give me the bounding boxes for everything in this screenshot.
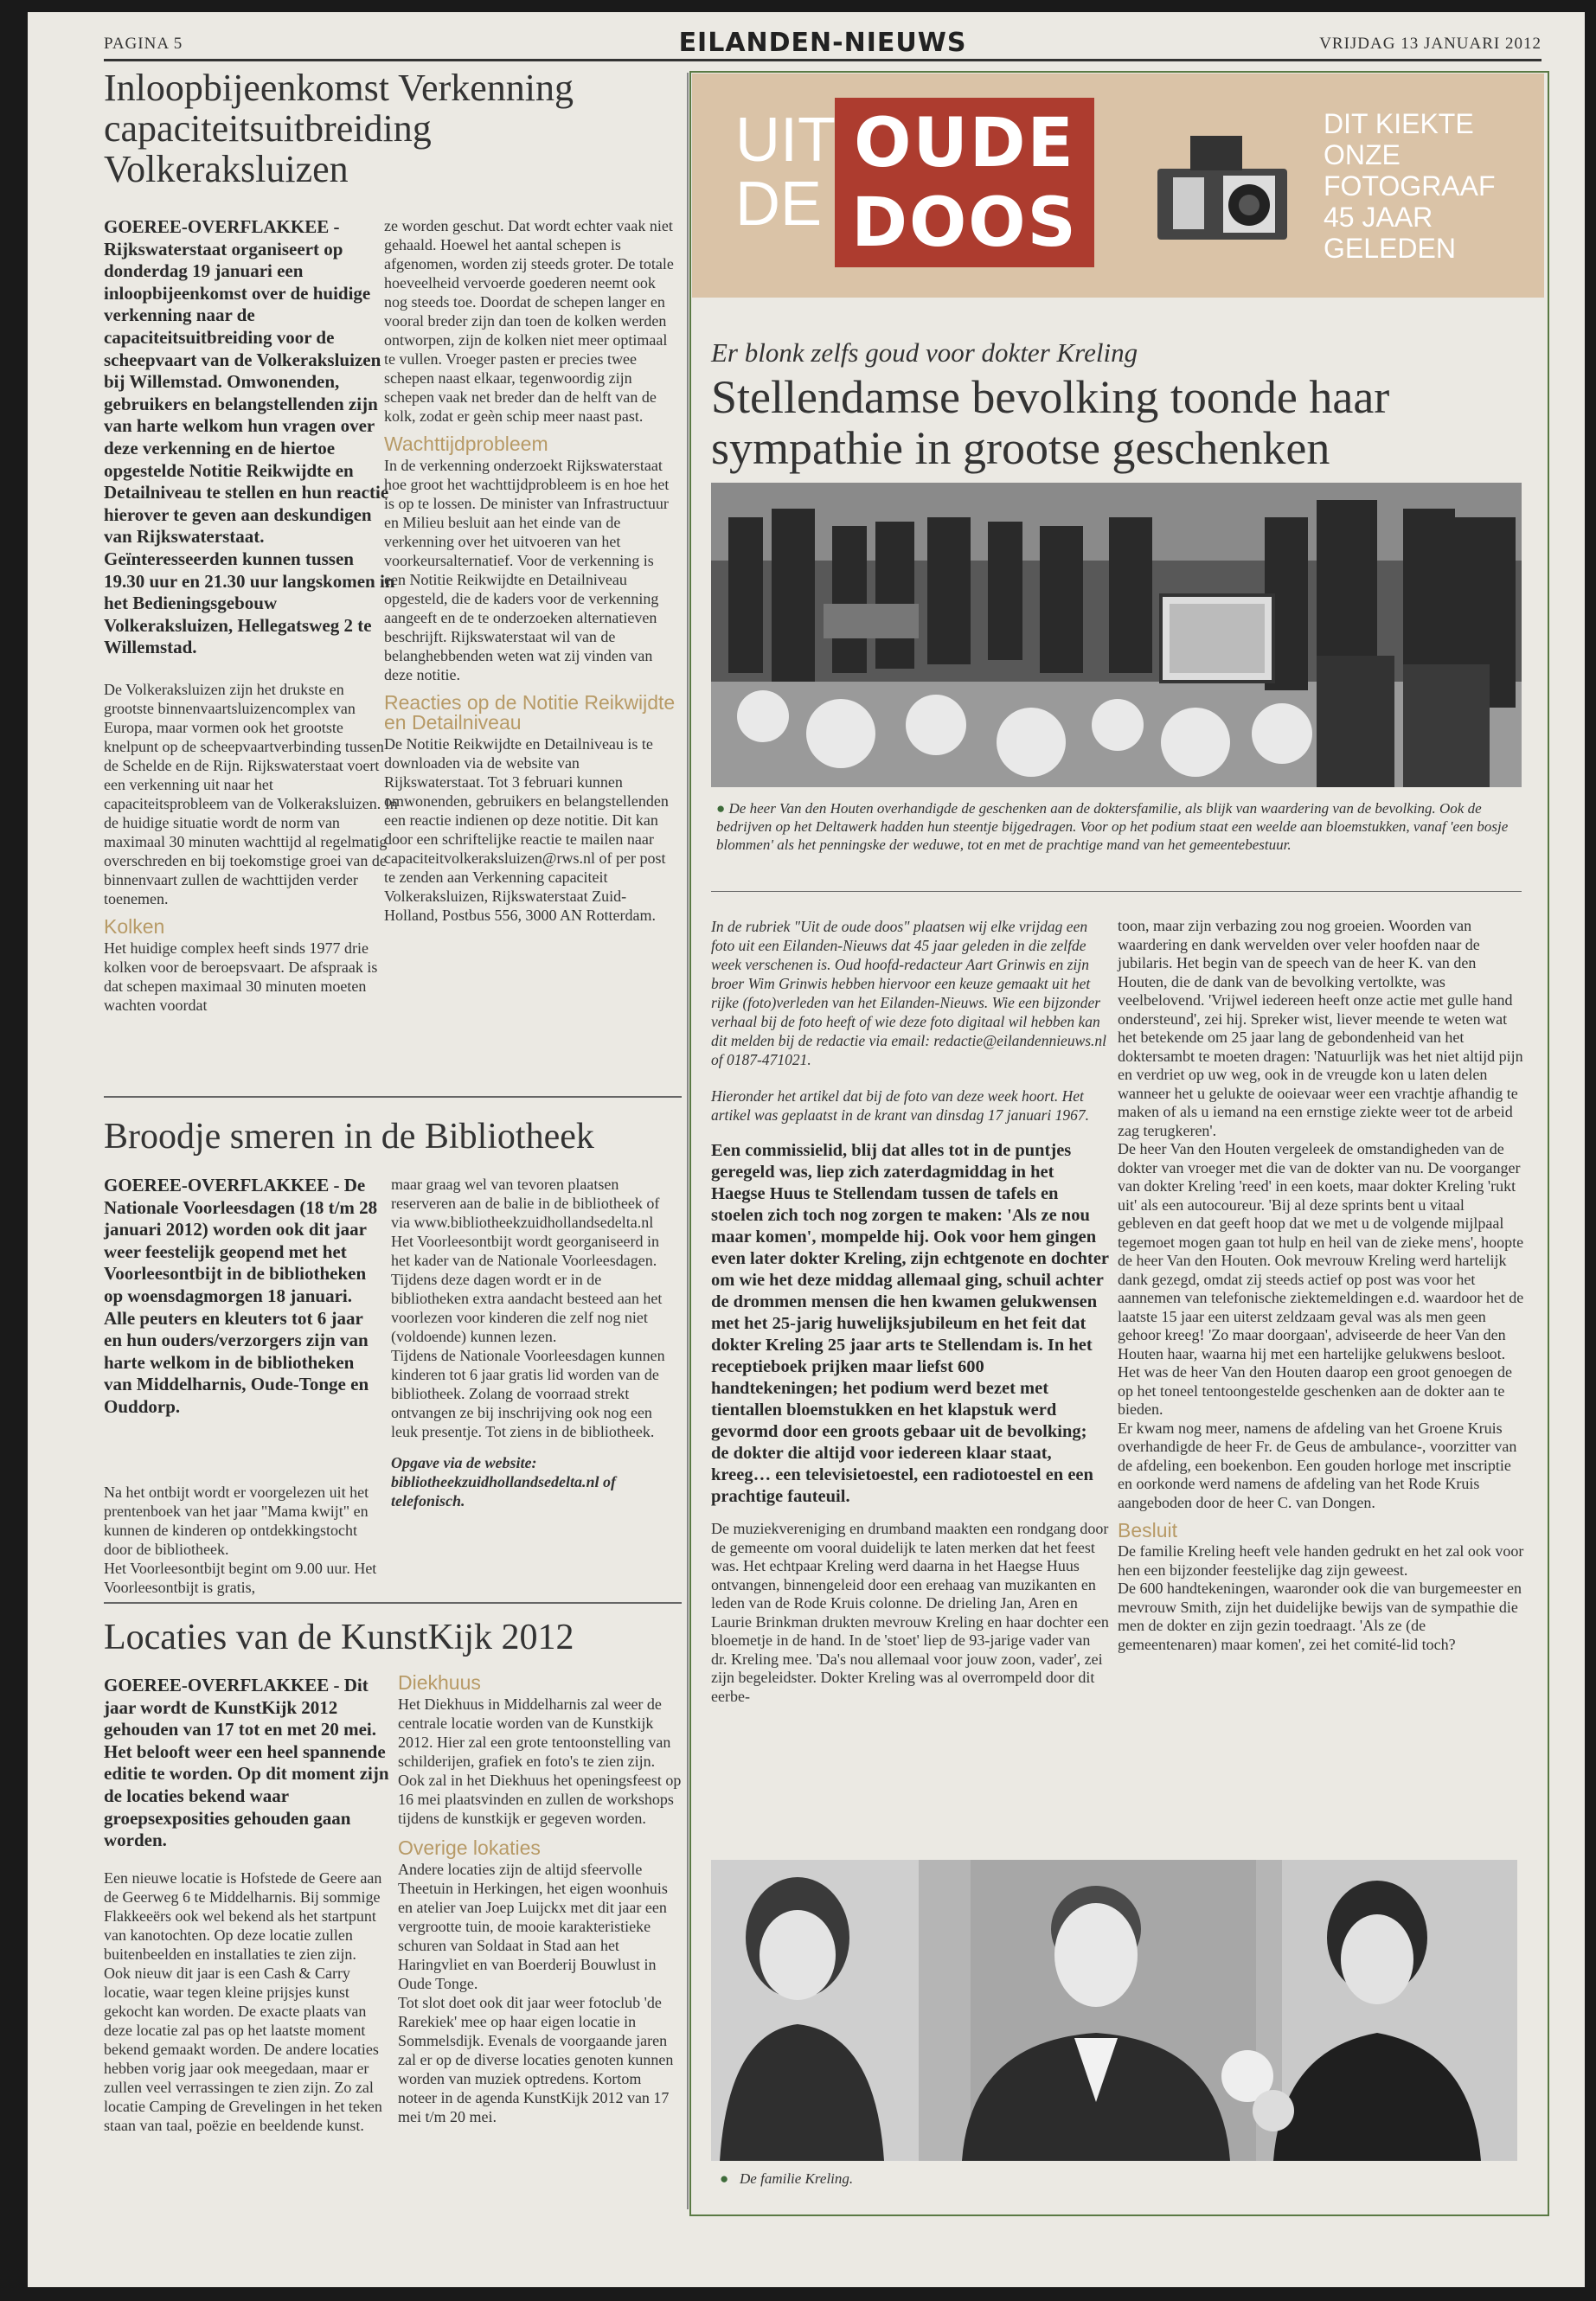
masthead: EILANDEN-NIEUWS — [678, 28, 967, 58]
paragraph: Een nieuwe locatie is Hofstede de Geere aan de Geerweg 6 te Middelharnis. Bij sommige Flakkeeërs ook wel bekend als het startpunt van kanotochten. Op deze locatie zullen buitenbeelden en installaties te zien zijn. — [104, 1869, 382, 1963]
paragraph: ze worden geschut. Dat wordt echter vaak niet gehaald. Hoewel het aantal schepen is afgenomen, worden zij steeds groter. De totale hoeveelheid vervoerde goederen neemt ook nog steeds toe. Doordat de schepen langer en vooral breder zijn dan toen de kolken werden ontworpen, zijn de kolken niet meer optimaal te vullen. Vroeger pasten er precies twee schepen naast elkaar, tegenwoordig zijn schepen vaak net breder dan de helft van de kolk, zodat er geèn schip meer naast past. — [384, 217, 674, 425]
ceremony-photo — [711, 483, 1522, 787]
paragraph: maar graag wel van tevoren plaatsen reserveren aan de balie in de bibliotheek of via www.bibliotheekzuidhollandsedelta.nl — [391, 1176, 660, 1231]
article-kreling-title: Stellendamse bevolking toonde haar sympathie in grootse geschenken — [711, 371, 1390, 474]
caption-text: De heer Van den Houten overhandigde de geschenken aan de doktersfamilie, als blijk van waardering van de bevolking. Ook de bedrijven op het Deltawerk hadden hun steentje bijgedragen. Voor op het podium staat een weelde aan bloemstukken, vanaf 'een bosje blommen' als het penningske der weduwe, tot en met de prachtige mand van het gemeentebestuur. — [716, 800, 1509, 853]
paragraph: Het Voorleesontbijt begint om 9.00 uur. Het Voorleesontbijt is gratis, — [104, 1560, 377, 1596]
paragraph: Ook nieuw dit jaar is een Cash & Carry locatie, waar tegen kleine prijsjes kunst gekocht kan worden. De exacte plaats van deze locatie zal pas op het laatste moment bekend gemaakt worden. De andere locaties hebben vorig jaar ook meegedaan, maar er zullen veel verrassingen te zien zijn. Zo zal locatie Camping de Grevelingen in het teken staan van taal, poëzie en beeldende kunst. — [104, 1965, 382, 2134]
ceremony-photo-caption — [716, 799, 1516, 854]
subheading-diekhuus: Diekhuus — [398, 1671, 481, 1694]
caption-text: De familie Kreling. — [740, 2170, 854, 2187]
article-kreling-col1 — [711, 917, 1109, 1706]
article-kreling-lead: Een commissielid, blij dat alles tot in de puntjes geregeld was, liep zich zaterdagmiddag in het Haegse Huus te Stellendam tussen de tafels en stoelen zich toch nog zorgen te maken: 'Als ze nou maar komen', mompelde hij. Ook voor hem gingen even later dokter Kreling, zijn echtgenote en dochter om wie het deze middag allemaal ging, schuil achter de drommen mensen die hen kwamen gelukwensen met het 25-jarig huwelijksjubileum en het feit dat dokter Kreling 25 jaar arts te Stellendam is. In het receptieboek prijken maar liefst 600 handtekeningen; het podium werd bezet met tientallen bloemstukken en het klapstuk werd gevormd door een groots gebaar uit de bevolking; de dokter die altijd voor iedereen klaar staat, kreeg… een televisietoestel, een radiotoestel en een prachtige fauteuil. — [711, 1141, 1109, 1506]
paragraph: Andere locaties zijn de altijd sfeervolle Theetuin in Herkingen, het eigen woonhuis en atelier van Joep Luijckx met dit jaar een vergrootte tuin, de mooie karakteristieke schuren van Soldaat in Stad aan het Haringvliet en van Boerderij Bouwlust in Oude Tonge. — [398, 1861, 668, 1992]
column-rule — [687, 73, 689, 2209]
subheading-overige-lokaties: Overige lokaties — [398, 1836, 541, 1859]
paragraph: In de verkenning onderzoekt Rijkswaterstaat hoe groot het wachttijdprobleem is en hoe het is op te lossen. De minister van Infrastructuur en Milieu besluit aan het einde van de verkenning over het uitvoeren van het voorkeursalternatief. Voor de verkenning is een Notitie Reikwijdte en Detailniveau opgesteld, die de kaders voor de verkenning aangeeft en de te onderzoeken alternatieven beschrijft. Rijkswaterstaat wil van de belanghebbenden weten wat zij vinden van deze notitie. — [384, 457, 670, 683]
paragraph: Er kwam nog meer, namens de afdeling van het Groene Kruis overhandigde de heer Fr. de Geus de ambulance-, voorzitter van de afdeling, een boekenbon. Een gouden horloge met inscriptie en oorkonde werd namens de afdeling van het Rode Kruis aangeboden door de heer C. van Dongen. — [1118, 1419, 1517, 1511]
caption-bullet-icon: ● — [716, 800, 726, 817]
family-photo-graphic — [711, 1860, 1517, 2161]
paragraph: Het Voorleesontbijt wordt georganiseerd in het kader van de Nationale Voorleesdagen. Tijdens deze dagen wordt er in de bibliotheken extra aandacht besteed aan het voorlezen voor kinderen die zelf nog niet (voldoende) kunnen lezen. — [391, 1233, 663, 1345]
paragraph: De familie Kreling heeft vele handen gedrukt en het zal ook voor hen een bijzonder feestelijke dag zijn geweest. — [1118, 1542, 1524, 1579]
article-bibliotheek-title: Broodje smeren in de Bibliotheek — [104, 1117, 594, 1157]
camera-icon — [1142, 125, 1298, 247]
banner-uit-de: UIT DE — [735, 106, 835, 239]
article-bibliotheek-col2 — [391, 1175, 682, 1510]
banner-tagline: DIT KIEKTE ONZE FOTOGRAAF 45 JAAR GELEDEN — [1324, 108, 1496, 264]
paragraph: De Volkeraksluizen zijn het drukste en grootste binnenvaartsluizencomplex van Europa, maar vormen ook het grootste knelpunt op de scheepvaartverbinding tussen de Schelde en de Rijn. Rijkswaterstaat voert een verkenning uit naar het capaciteitsprobleem van de Volkeraksluizen. In de huidige situatie wordt de norm van maximaal 30 minuten wachttijd al regelmatig overschreden en bij toekomstige groei van de binnenvaart zullen de wachttijden verder toenemen. — [104, 681, 398, 907]
paragraph: De Notitie Reikwijdte en Detailniveau is te downloaden via de website van Rijkswaterstaat. Tot 3 februari kunnen omwonenden, gebruikers en belangstellenden een reactie indienen op deze notitie. Dit kan door een schriftelijke reactie te mailen naar capaciteitvolkeraksluizen@rws.nl of per post te zenden aan Verkenning capaciteit Volkeraksluizen, Rijkswaterstaat Zuid-Holland, Postbus 556, 3000 AN Rotterdam. — [384, 735, 669, 924]
paragraph: Na het ontbijt wordt er voorgelezen uit het prentenboek van het jaar "Mama kwijt" en kunnen de kinderen op ontdekkingstocht door de bibliotheek. — [104, 1484, 369, 1558]
paragraph: Het huidige complex heeft sinds 1977 drie kolken voor de beroepsvaart. De afspraak is dat schepen maximaal 30 minuten moeten wachten voordat — [104, 939, 378, 1014]
article-kreling-col2 — [1118, 917, 1524, 1654]
article-kunstkijk-body — [104, 1868, 389, 2135]
paragraph: De muziekvereniging en drumband maakten een rondgang door de gemeente om vooral duidelijk te laten merken dat het feest was. Het echtpaar Kreling werd daarna in het Haegse Huus ontvangen, binnengeleid door een erehaag van muzikanten en leden van de Rode Kruis colonne. De drieling Jan, Aren en Laurie Brinkman drukten mevrouw Kreling en haar dochter een bloemetje in de hand. In de 'stoet' liep de 93-jarige vader van dr. Kreling mee. 'Da's nou allemaal voor jouw zoon, vader', zei zijn begeleidster. Dokter Kreling was al overrompeld door dit eerbe- — [711, 1520, 1109, 1705]
rubriek-intro-2: Hieronder het artikel dat bij de foto van deze week hoort. Het artikel was geplaatst in de krant van dinsdag 17 januari 1967. — [711, 1087, 1089, 1124]
banner-oude: OUDE — [854, 105, 1075, 183]
issue-date: VRIJDAG 13 JANUARI 2012 — [1319, 35, 1542, 53]
caption-bullet-icon: ● — [720, 2170, 729, 2187]
article-bibliotheek-lead: GOEREE-OVERFLAKKEE - De Nationale Voorleesdagen (18 t/m 28 januari 2012) worden ook dit jaar weer feestelijk geopend met het Voorleesontbijt in de bibliotheken op woensdagmorgen 18 januari. Alle peuters en kleuters tot 6 jaar en hun ouders/verzorgers zijn van harte welkom in de bibliotheken van Middelharnis, Oude-Tonge en Ouddorp. — [104, 1175, 378, 1417]
page-header — [104, 28, 1542, 61]
signup-note: Opgave via de website: bibliotheekzuidhollandsedelta.nl of telefonisch. — [391, 1454, 617, 1509]
paragraph: Tot slot doet ook dit jaar weer fotoclub 'de Rarekiek' mee op haar eigen locatie in Sommelsdijk. Evenals de voorgaande jaren zal er op de diverse locaties genoten kunnen worden van muziek optredens. Kortom noteer in de agenda KunstKijk 2012 van 17 mei t/m 20 mei. — [398, 1994, 674, 2125]
article-volkeraksluizen-title: Inloopbijeenkomst Verkenning capaciteitsuitbreiding Volkeraksluizen — [104, 67, 574, 190]
paragraph: Het Diekhuus in Middelharnis zal weer de centrale locatie worden van de Kunstkijk 2012. Hier zal een grote tentoonstelling van schilderijen, grafiek en foto's te zien zijn. Ook zal in het Diekhuus het openingsfeest op 16 mei plaatsvinden en zullen de workshops tijdens de kunstkijk er gegeven worden. — [398, 1695, 682, 1827]
article-volkeraksluizen-col2 — [384, 216, 676, 925]
paragraph: toon, maar zijn verbazing zou nog groeien. Woorden van waardering en dank wervelden over veler hoofden naar de jubilaris. Het begin van de speech van de heer K. van den Houten, die de dank van de bevolking vertolkte, was veelbelovend. 'Vrijwel iedereen heeft onze actie met gulle hand ondersteund', zei hij. Spreker wist, liever meende te weten wat het betekende om 25 jaar lang de gebondenheid van het doktersambt te moeten dragen: 'Natuurlijk was het niet altijd pijn en verdriet op uw weg, ook in de vreugde kon u laten delen wanneer het u gelukte de ooievaar weer een vrachtje afhandig te maken of als u iemand na een ernstige ziekte weer tot de arbeid zag terugkeren'. — [1118, 917, 1523, 1139]
divider — [711, 891, 1522, 892]
newspaper-page — [28, 12, 1585, 2287]
rubriek-intro: In de rubriek "Uit de oude doos" plaatsen wij elke vrijdag een foto uit een Eilanden-Nieuws dat 45 jaar geleden in die zelfde week verschenen is. Oud hoofd-redacteur Aart Grinwis en zijn broer Wim Grinwis hebben hiervoor een keuze gemaakt uit het rijke (foto)verleden van het Eilanden-Nieuws. Wie een bijzonder verhaal bij de foto heeft of wie deze foto digitaal wil hebben kan dit melden bij de redactie via email: redactie@eilandennieuws.nl of 0187-471021. — [711, 918, 1107, 1068]
oude-doos-banner — [692, 74, 1544, 298]
paragraph: De 600 handtekeningen, waaronder ook die van burgemeester en mevrouw Smith, zijn het duidelijke bewijs van de sympathie die men de dokter en zijn gezin toedraagt. 'Als ze (de gemeentenaren) maar komen', zei het comité-lid toch? — [1118, 1580, 1522, 1653]
paragraph: De heer Van den Houten vergeleek de omstandigheden van de dokter van vroeger met die van de dokter van nu. De voorganger van dokter Kreling 'reed' in een koets, maar dokter Kreling 'rukt uit' als een autocoureur. 'Bij al deze sprints bent u vitaal gebleven en dat geeft hoop dat we met u de volgende mijlpaal tegemoet mogen gaan tot hulp en heil van de zieke mens', hoopte de heer Van den Houten. Ook mevrouw Kreling werd hartelijk dank gezegd, omdat zij steeds actief op post was voor het aannemen van telefonische ziektemeldingen e.d. waardoor het de laatste 15 jaar een uiterst zeldzaam geval was als men geen gehoor kreeg! 'Zo maar doorgaan', adviseerde de heer Van den Houten haar, waarna hij met een hartelijke gelukwens besloot. Het was de heer Van den Houten daarop een groot genoegen de op het toneel tentoongestelde geschenken aan de dokter aan te bieden. — [1118, 1140, 1524, 1418]
article-kreling-kicker: Er blonk zelfs goud voor dokter Kreling — [711, 337, 1138, 368]
page-number: PAGINA 5 — [104, 35, 183, 53]
subheading-kolken: Kolken — [104, 915, 165, 938]
banner-doos: DOOS — [851, 184, 1078, 262]
family-photo — [711, 1860, 1517, 2161]
divider — [104, 1602, 682, 1604]
paragraph: Tijdens de Nationale Voorleesdagen kunnen kinderen tot 6 jaar gratis lid worden van de bibliotheek. Zolang de voorraad strekt ontvangen ze bij inschrijving ook nog een leuk presentje. Tot ziens in de bibliotheek. — [391, 1347, 665, 1440]
article-kunstkijk-title: Locaties van de KunstKijk 2012 — [104, 1618, 574, 1657]
article-volkeraksluizen-lead: GOEREE-OVERFLAKKEE - Rijkswaterstaat organiseert op donderdag 19 januari een inloopbijeenkomst over de huidige verkenning naar de capaciteitsuitbreiding voor de scheepvaart van de Volkeraksluizen bij Willemstad. Omwonenden, gebruikers en belangstellenden zijn van harte welkom hun vragen over deze verkenning en de hiertoe opgestelde Notitie Reikwijdte en Detailniveau te stellen en hun reactie hierover te geven aan deskundigen van Rijkswaterstaat. Geïnteresseerden kunnen tussen 19.30 uur en 21.30 uur langskomen in het Bedieningsgebouw Volkeraksluizen, Hellegatsweg 2 te Willemstad. — [104, 216, 395, 658]
article-kunstkijk-col2 — [398, 1673, 683, 2126]
article-kunstkijk-lead: GOEREE-OVERFLAKKEE - Dit jaar wordt de KunstKijk 2012 gehouden van 17 tot en met 20 mei. Het belooft weer een heel spannende editie te worden. Op dit moment zijn de locaties bekend waar groepsexposities gehouden gaan worden. — [104, 1675, 389, 1851]
ceremony-photo-graphic — [711, 483, 1522, 787]
subheading-besluit: Besluit — [1118, 1519, 1178, 1541]
subheading-reacties: Reacties op de Notitie Reikwijdte en Detailniveau — [384, 691, 676, 734]
subheading-wachttijdprobleem: Wachttijdprobleem — [384, 433, 548, 455]
banner-logo — [835, 98, 1094, 267]
divider — [104, 1096, 682, 1098]
family-photo-caption — [720, 2170, 1066, 2188]
article-volkeraksluizen-body — [104, 680, 398, 1015]
article-bibliotheek-body — [104, 1483, 381, 1597]
